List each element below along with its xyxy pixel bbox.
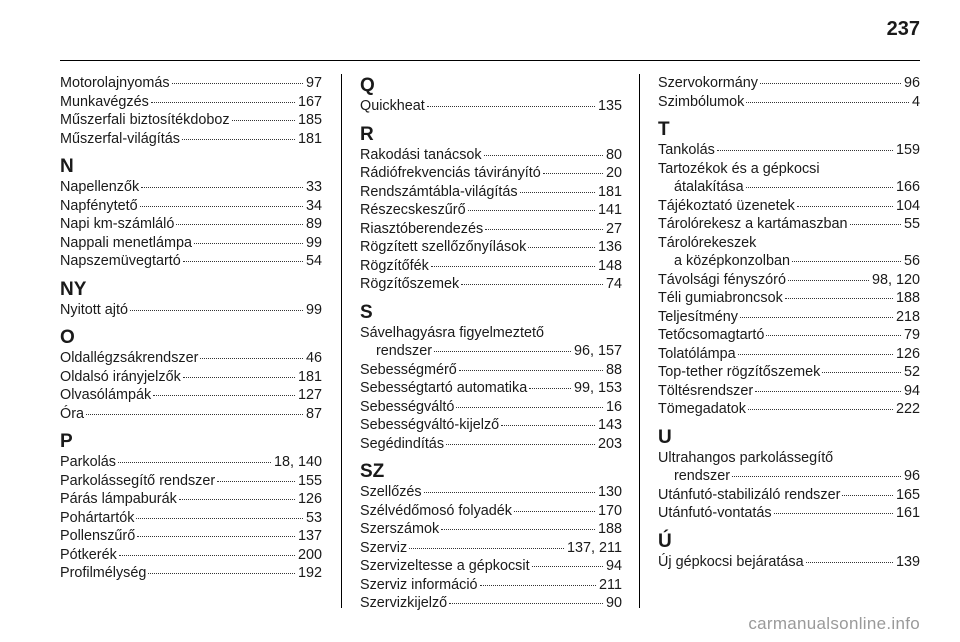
dot-leader (774, 512, 893, 514)
index-entry (658, 234, 920, 253)
index-entry (360, 257, 622, 276)
index-section (658, 531, 920, 572)
index-entry (658, 449, 920, 468)
dot-leader (822, 371, 901, 373)
index-entry (658, 486, 920, 505)
entry-label: Töltésrendszer (658, 382, 754, 399)
entry-label: Sebességtartó automatika (360, 380, 528, 396)
index-entry (658, 141, 920, 160)
index-entry (658, 308, 920, 327)
entry-label: Téli gumiabroncsok (658, 290, 783, 306)
entry-page-ref: 137, 211 (567, 539, 622, 556)
index-entry (360, 398, 622, 417)
entry-label: Parkolás (60, 454, 116, 470)
entry-page-ref: 141 (597, 202, 622, 218)
entry-page-ref: 80 (605, 146, 622, 163)
entry-page-ref: 130 (597, 484, 622, 500)
dot-leader (532, 565, 603, 567)
dot-leader (151, 101, 295, 103)
entry-label: Új gépkocsi bejáratása (658, 553, 804, 570)
entry-label: Tárolórekesz a kartámaszban (658, 216, 848, 232)
dot-leader (172, 82, 303, 84)
index-section (360, 124, 622, 294)
entry-label: Nappali menetlámpa (60, 234, 192, 251)
entry-label: Olvasólámpák (60, 387, 152, 403)
dot-leader (480, 584, 596, 586)
entry-label: Napfénytető (60, 197, 138, 214)
entry-page-ref: 200 (297, 546, 322, 563)
dot-leader (194, 242, 303, 244)
dot-leader (788, 279, 869, 281)
section-letter: R (360, 123, 374, 145)
dot-leader (529, 387, 571, 389)
page-number: 237 (886, 18, 920, 40)
entry-page-ref: 46 (305, 350, 322, 366)
dot-leader (468, 209, 595, 211)
entry-page-ref: 96, 157 (573, 343, 622, 359)
entry-label: Párás lámpaburák (60, 491, 177, 507)
index-entry (60, 197, 322, 216)
index-entry (60, 93, 322, 112)
entry-label: Szervizeltesse a gépkocsit (360, 558, 530, 574)
column-divider (341, 74, 342, 608)
entry-label: Utánfutó-vontatás (658, 505, 772, 521)
index-entry (360, 416, 622, 435)
entry-page-ref: 99, 153 (573, 380, 622, 396)
entry-label: Szélvédőmosó folyadék (360, 502, 512, 519)
dot-leader (746, 186, 893, 188)
entry-page-ref: 148 (597, 257, 622, 274)
dot-leader (446, 443, 595, 445)
entry-page-ref: 20 (605, 165, 622, 181)
header-rule (60, 60, 920, 61)
dot-leader (140, 205, 303, 207)
entry-page-ref: 99 (305, 301, 322, 318)
section-letter: Q (360, 75, 375, 96)
entry-page-ref: 88 (605, 361, 622, 378)
entry-label: Szervokormány (658, 75, 758, 91)
index-entry (360, 361, 622, 380)
entry-page-ref: 27 (605, 220, 622, 237)
entry-page-ref: 18, 140 (273, 454, 322, 470)
entry-label: Sebességváltó-kijelző (360, 417, 500, 433)
index-entry (60, 301, 322, 320)
dot-leader (732, 475, 901, 477)
index-entry (658, 289, 920, 308)
index-entry (60, 564, 322, 583)
entry-page-ref: 54 (305, 253, 322, 269)
index-section (658, 74, 920, 111)
entry-label: Tetőcsomagtartó (658, 327, 765, 343)
index-entry (60, 368, 322, 387)
entry-label: Utánfutó-stabilizáló rendszer (658, 486, 841, 503)
dot-leader (118, 461, 271, 463)
index-column-2 (360, 74, 622, 621)
index-entry (658, 345, 920, 364)
index-entry (60, 252, 322, 271)
entry-page-ref: 135 (597, 98, 622, 114)
entry-page-ref: 155 (297, 472, 322, 489)
dot-leader (543, 172, 603, 174)
entry-label: Rögzítőszemek (360, 276, 460, 292)
entry-label: Tárolórekeszek (658, 234, 757, 251)
section-letter: SZ (360, 461, 385, 482)
index-entry (60, 215, 322, 234)
entry-label: Napi km-számláló (60, 216, 175, 232)
entry-page-ref: 181 (297, 130, 322, 147)
entry-label: Oldalsó irányjelzők (60, 368, 181, 385)
entry-label: Szimbólumok (658, 93, 745, 110)
index-entry (360, 275, 622, 294)
entry-page-ref: 74 (605, 276, 622, 292)
entry-label: Profilmélység (60, 565, 147, 581)
entry-label-continuation: rendszer (674, 468, 730, 484)
entry-page-ref: 52 (903, 364, 920, 380)
entry-page-ref: 89 (305, 216, 322, 232)
dot-leader (748, 408, 893, 410)
index-entry (60, 453, 322, 472)
dot-leader (176, 223, 303, 225)
dot-leader (130, 309, 303, 311)
index-entry (658, 382, 920, 401)
entry-label: Tájékoztató üzenetek (658, 197, 795, 214)
dot-leader (755, 390, 901, 392)
dot-leader (456, 406, 603, 408)
entry-label: Részecskeszűrő (360, 202, 466, 218)
entry-label: Szellőzés (360, 484, 422, 500)
index-entry (60, 527, 322, 546)
column-divider (639, 74, 640, 608)
index-entry (658, 271, 920, 290)
index-entry (360, 324, 622, 343)
dot-leader (434, 350, 571, 352)
index-entry (360, 220, 622, 239)
entry-label: Sebességváltó (360, 398, 455, 415)
entry-label: Napellenzők (60, 179, 140, 195)
entry-page-ref: 181 (297, 368, 322, 385)
entry-label: Munkavégzés (60, 93, 149, 110)
index-entry (360, 557, 622, 576)
section-letter: NY (60, 278, 87, 300)
entry-label-continuation: a középkonzolban (674, 253, 791, 269)
index-entry (60, 111, 322, 130)
entry-page-ref: 143 (597, 417, 622, 433)
entry-page-ref: 159 (895, 142, 920, 158)
entry-label: Ultrahangos parkolássegítő (658, 449, 834, 466)
dot-leader (141, 186, 303, 188)
entry-label: Top-tether rögzítőszemek (658, 364, 821, 380)
dot-leader (785, 297, 893, 299)
index-entry-continuation (360, 342, 622, 361)
index-entry (658, 215, 920, 234)
index-entry (360, 183, 622, 202)
entry-page-ref: 185 (297, 112, 322, 128)
index-entry (658, 400, 920, 419)
section-letter: Ú (658, 530, 672, 552)
index-section (658, 119, 920, 419)
dot-leader (766, 334, 901, 336)
dot-leader (148, 572, 295, 574)
index-entry (658, 504, 920, 523)
dot-leader (484, 154, 603, 156)
index-entry (60, 74, 322, 93)
entry-page-ref: 16 (605, 398, 622, 415)
entry-page-ref: 166 (895, 179, 920, 195)
dot-leader (431, 265, 595, 267)
dot-leader (409, 547, 564, 549)
index-entry (658, 93, 920, 112)
dot-leader (137, 535, 295, 537)
index-entry (60, 546, 322, 565)
index-entry (658, 160, 920, 179)
section-letter: P (60, 431, 73, 452)
index-entry-continuation (658, 178, 920, 197)
index-entry (360, 201, 622, 220)
dot-leader (520, 191, 595, 193)
index-entry (360, 576, 622, 595)
index-section (360, 302, 622, 454)
section-letter: O (60, 327, 75, 348)
entry-page-ref: 181 (597, 183, 622, 200)
entry-label: Rakodási tanácsok (360, 146, 482, 163)
entry-label-continuation: rendszer (376, 343, 432, 359)
dot-leader (183, 376, 295, 378)
entry-label: Quickheat (360, 98, 425, 114)
entry-page-ref: 55 (903, 216, 920, 232)
entry-label: Segédindítás (360, 435, 445, 452)
entry-label: Szerszámok (360, 521, 440, 537)
entry-label: Tömegadatok (658, 401, 746, 417)
entry-label: Szerviz (360, 539, 408, 556)
entry-page-ref: 94 (903, 382, 920, 399)
entry-page-ref: 99 (305, 234, 322, 251)
watermark: carmanualsonline.info (748, 614, 920, 633)
entry-page-ref: 165 (895, 486, 920, 503)
index-entry (360, 97, 622, 116)
entry-label: Rendszámtábla-világítás (360, 183, 518, 200)
index-section (360, 461, 622, 613)
entry-page-ref: 96 (903, 468, 920, 484)
dot-leader (217, 480, 295, 482)
entry-page-ref: 170 (597, 502, 622, 519)
dot-leader (119, 554, 295, 556)
entry-label: Nyitott ajtó (60, 301, 128, 318)
section-letter: S (360, 301, 373, 323)
entry-label: Parkolássegítő rendszer (60, 472, 216, 489)
dot-leader (182, 138, 295, 140)
index-entry-continuation (658, 467, 920, 486)
index-entry (60, 509, 322, 528)
entry-page-ref: 4 (911, 93, 920, 110)
entry-label: Tolatólámpa (658, 345, 736, 362)
section-letter: T (658, 119, 670, 140)
entry-page-ref: 127 (297, 387, 322, 403)
dot-leader (806, 561, 893, 563)
dot-leader (501, 424, 595, 426)
entry-label: Tartozékok és a gépkocsi (658, 160, 820, 177)
dot-leader (485, 228, 603, 230)
dot-leader (459, 369, 603, 371)
dot-leader (441, 528, 595, 530)
index-column-3 (658, 74, 920, 579)
dot-leader (760, 82, 901, 84)
entry-page-ref: 222 (895, 401, 920, 417)
entry-page-ref: 161 (895, 505, 920, 521)
entry-label: Tankolás (658, 142, 715, 158)
entry-label: Oldallégzsákrendszer (60, 350, 199, 366)
entry-page-ref: 188 (895, 290, 920, 306)
index-entry (60, 234, 322, 253)
index-entry (60, 130, 322, 149)
index-entry (60, 349, 322, 368)
entry-page-ref: 139 (895, 553, 920, 570)
entry-label: Szerviz információ (360, 576, 478, 593)
index-entry (360, 379, 622, 398)
index-section (60, 74, 322, 148)
dot-leader (153, 394, 295, 396)
index-entry (360, 502, 622, 521)
index-entry (658, 74, 920, 93)
entry-label: Motorolajnyomás (60, 75, 170, 91)
dot-leader (850, 223, 901, 225)
entry-label: Rögzítőfék (360, 257, 429, 274)
entry-page-ref: 192 (297, 565, 322, 581)
dot-leader (842, 494, 893, 496)
index-entry (360, 238, 622, 257)
entry-page-ref: 211 (599, 576, 622, 593)
entry-label: Pótkerék (60, 546, 117, 563)
dot-leader (740, 316, 893, 318)
dot-leader (792, 260, 901, 262)
entry-page-ref: 33 (305, 179, 322, 195)
entry-page-ref: 126 (297, 491, 322, 507)
entry-label: Műszerfali biztosítékdoboz (60, 112, 230, 128)
index-entry (360, 594, 622, 613)
index-section (60, 431, 322, 583)
entry-page-ref: 137 (297, 528, 322, 544)
entry-page-ref: 188 (597, 521, 622, 537)
index-entry (360, 164, 622, 183)
entry-page-ref: 104 (895, 197, 920, 214)
index-entry (360, 146, 622, 165)
entry-page-ref: 126 (895, 345, 920, 362)
dot-leader (232, 119, 295, 121)
entry-label-continuation: átalakítása (674, 179, 744, 195)
entry-label: Riasztóberendezés (360, 220, 484, 237)
entry-label: Óra (60, 405, 84, 422)
index-entry (360, 520, 622, 539)
index-entry (60, 405, 322, 424)
dot-leader (183, 260, 303, 262)
dot-leader (449, 602, 603, 604)
dot-leader (717, 149, 893, 151)
index-entry (60, 472, 322, 491)
entry-page-ref: 53 (305, 509, 322, 526)
index-entry-continuation (658, 252, 920, 271)
entry-page-ref: 96 (903, 75, 920, 91)
dot-leader (797, 205, 893, 207)
entry-label: Pohártartók (60, 509, 135, 526)
section-letter: U (658, 426, 672, 448)
entry-label: Műszerfal-világítás (60, 130, 180, 147)
entry-page-ref: 97 (305, 75, 322, 91)
entry-label: Napszemüvegtartó (60, 253, 181, 269)
dot-leader (86, 413, 303, 415)
dot-leader (746, 101, 909, 103)
index-entry (658, 363, 920, 382)
index-section (60, 327, 322, 423)
index-entry (658, 197, 920, 216)
entry-label: Távolsági fényszóró (658, 271, 786, 288)
entry-page-ref: 167 (297, 93, 322, 110)
entry-label: Rádiófrekvenciás távirányító (360, 165, 541, 181)
index-entry (60, 386, 322, 405)
entry-page-ref: 94 (605, 558, 622, 574)
dot-leader (136, 517, 303, 519)
entry-label: Sávelhagyásra figyelmeztető (360, 324, 544, 341)
index-column-1 (60, 74, 322, 591)
dot-leader (514, 510, 595, 512)
section-letter: N (60, 156, 74, 177)
entry-page-ref: 90 (605, 595, 622, 611)
dot-leader (528, 246, 595, 248)
entry-page-ref: 87 (305, 405, 322, 422)
entry-page-ref: 218 (895, 308, 920, 325)
dot-leader (738, 353, 893, 355)
entry-page-ref: 136 (597, 239, 622, 255)
entry-page-ref: 34 (305, 197, 322, 214)
dot-leader (424, 491, 595, 493)
index-entry (60, 490, 322, 509)
index-section (60, 279, 322, 320)
entry-page-ref: 79 (903, 327, 920, 343)
entry-label: Sebességmérő (360, 361, 457, 378)
index-entry (360, 483, 622, 502)
index-entry (60, 178, 322, 197)
dot-leader (461, 283, 603, 285)
index-entry (360, 539, 622, 558)
dot-leader (427, 105, 595, 107)
entry-label: Rögzített szellőzőnyílások (360, 239, 527, 255)
index-entry (658, 553, 920, 572)
index-entry (360, 435, 622, 454)
index-entry (658, 326, 920, 345)
entry-page-ref: 56 (903, 253, 920, 269)
dot-leader (200, 357, 303, 359)
entry-page-ref: 203 (597, 435, 622, 452)
dot-leader (179, 498, 295, 500)
index-section (658, 427, 920, 523)
entry-label: Pollenszűrő (60, 528, 136, 544)
entry-label: Szervizkijelző (360, 595, 448, 611)
index-section (360, 75, 622, 116)
entry-page-ref: 98, 120 (871, 271, 920, 288)
entry-label: Teljesítmény (658, 308, 738, 325)
index-section (60, 156, 322, 271)
